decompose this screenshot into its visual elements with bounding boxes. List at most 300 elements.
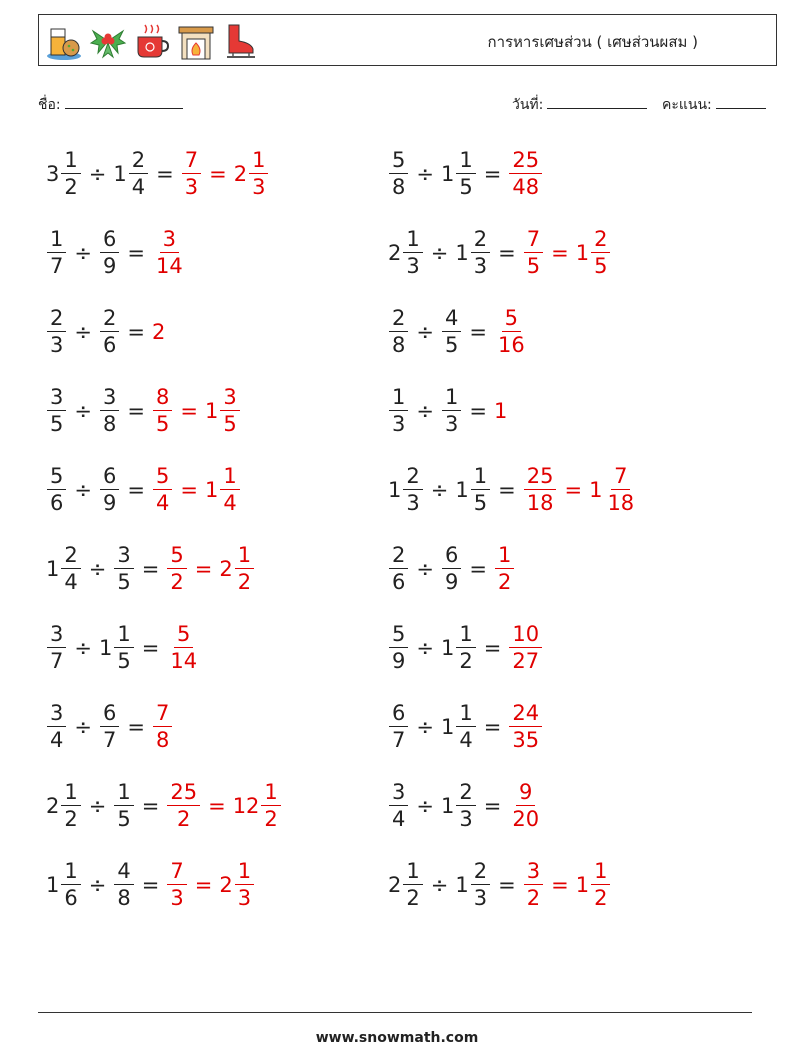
answer-equals-sign: = <box>194 873 213 897</box>
fraction <box>47 624 66 672</box>
fraction <box>495 308 528 356</box>
denominator: 3 <box>392 412 406 436</box>
numerator: 1 <box>389 387 408 411</box>
whole-number: 1 <box>440 162 455 186</box>
denominator: 3 <box>406 254 420 278</box>
answer <box>494 399 508 423</box>
whole-number: 1 <box>589 478 603 502</box>
answer-mixed-number <box>205 387 241 435</box>
denominator: 5 <box>473 491 488 515</box>
numerator: 2 <box>61 545 80 569</box>
numerator: 1 <box>442 387 461 411</box>
equals-sign: = <box>483 636 502 660</box>
denominator: 2 <box>497 570 512 594</box>
fraction <box>61 150 80 198</box>
whole-number: 1 <box>455 873 469 897</box>
numerator: 5 <box>153 466 172 490</box>
problem-14 <box>388 618 543 678</box>
divisor <box>99 387 120 435</box>
divisor <box>441 387 462 435</box>
fraction <box>389 703 408 751</box>
denominator: 6 <box>392 570 406 594</box>
whole-number: 1 <box>113 162 127 186</box>
fraction <box>235 545 254 593</box>
divide-sign: ÷ <box>88 794 107 818</box>
dividend <box>46 150 82 198</box>
problem-9 <box>46 460 241 520</box>
whole-number: 2 <box>388 873 402 897</box>
fraction <box>220 387 239 435</box>
equals-sign: = <box>156 162 174 186</box>
fraction <box>167 545 186 593</box>
answer-fraction <box>166 782 201 830</box>
denominator: 8 <box>102 412 117 436</box>
whole-number: 1 <box>575 241 590 265</box>
divisor <box>99 466 120 514</box>
dividend <box>388 624 409 672</box>
numerator: 1 <box>456 624 475 648</box>
divide-sign: ÷ <box>88 162 107 186</box>
fraction <box>524 861 543 909</box>
answer-fraction <box>508 150 543 198</box>
date-label: วันที่: <box>512 97 544 113</box>
numerator: 2 <box>389 308 408 332</box>
answer <box>523 861 612 909</box>
fraction <box>471 229 490 277</box>
dividend <box>388 387 409 435</box>
denominator: 5 <box>155 412 170 436</box>
numerator: 4 <box>442 308 461 332</box>
denominator: 2 <box>170 570 184 594</box>
dividend <box>46 624 67 672</box>
denominator: 3 <box>444 412 459 436</box>
denominator: 5 <box>117 649 131 673</box>
divisor <box>99 308 120 356</box>
dividend <box>46 861 82 909</box>
divisor <box>113 545 134 593</box>
fraction <box>389 624 408 672</box>
numerator: 7 <box>167 861 186 885</box>
dividend <box>46 229 67 277</box>
answer <box>152 703 173 751</box>
answer-equals-sign: = <box>180 399 198 423</box>
numerator: 5 <box>502 308 521 332</box>
denominator: 2 <box>526 886 541 910</box>
numerator: 6 <box>442 545 461 569</box>
fraction <box>47 229 66 277</box>
divisor <box>441 782 477 830</box>
fraction <box>524 466 557 514</box>
dividend <box>388 308 409 356</box>
equals-sign: = <box>141 873 160 897</box>
divisor <box>99 624 135 672</box>
numerator: 2 <box>389 545 408 569</box>
problem-11 <box>46 539 255 599</box>
denominator: 9 <box>102 254 117 278</box>
denominator: 9 <box>444 570 459 594</box>
whole-number: 1 <box>440 794 455 818</box>
numerator: 6 <box>100 229 119 253</box>
dividend <box>46 308 67 356</box>
problem-19 <box>46 855 255 915</box>
answer-equals-sign: = <box>564 478 583 502</box>
divisor <box>99 703 120 751</box>
numerator: 2 <box>471 861 490 885</box>
fraction <box>182 150 201 198</box>
denominator: 6 <box>102 333 117 357</box>
fraction <box>129 150 148 198</box>
denominator: 5 <box>444 333 459 357</box>
score-label: คะแนน: <box>662 97 712 113</box>
fraction <box>47 387 66 435</box>
whole-number: 1 <box>46 873 60 897</box>
whole-number: 2 <box>151 320 166 344</box>
problem-8 <box>388 381 508 441</box>
answer <box>166 861 255 909</box>
fraction <box>100 466 119 514</box>
fraction <box>114 624 133 672</box>
divide-sign: ÷ <box>430 241 449 265</box>
problem-7 <box>46 381 241 441</box>
answer <box>523 466 638 514</box>
whole-number: 1 <box>440 636 455 660</box>
numerator: 1 <box>249 150 268 174</box>
divide-sign: ÷ <box>74 320 92 344</box>
numerator: 1 <box>471 466 490 490</box>
denominator: 27 <box>512 649 540 673</box>
whole-number: 1 <box>46 557 60 581</box>
whole-number: 1 <box>204 399 219 423</box>
numerator: 2 <box>591 229 610 253</box>
denominator: 3 <box>406 491 420 515</box>
problem-3 <box>46 223 187 283</box>
fraction <box>167 624 200 672</box>
problem-1 <box>46 144 269 204</box>
whole-number: 2 <box>46 794 60 818</box>
answer <box>152 387 241 435</box>
answer-fraction <box>494 308 529 356</box>
numerator: 1 <box>61 782 80 806</box>
footer-divider <box>38 1012 752 1013</box>
fraction <box>114 861 133 909</box>
numerator: 1 <box>495 545 514 569</box>
answer <box>152 466 241 514</box>
denominator: 9 <box>102 491 117 515</box>
denominator: 3 <box>473 254 488 278</box>
divide-sign: ÷ <box>74 715 92 739</box>
denominator: 2 <box>406 886 420 910</box>
denominator: 5 <box>50 412 64 436</box>
numerator: 8 <box>153 387 172 411</box>
answer-mixed-number <box>589 466 638 514</box>
answer-equals-sign: = <box>209 162 227 186</box>
answer-equals-sign: = <box>208 794 226 818</box>
denominator: 4 <box>50 728 64 752</box>
equals-sign: = <box>127 320 145 344</box>
answer-fraction <box>508 703 543 751</box>
numerator: 3 <box>114 545 133 569</box>
fraction <box>235 861 254 909</box>
divisor <box>441 624 477 672</box>
equals-sign: = <box>127 399 145 423</box>
denominator: 3 <box>473 886 488 910</box>
fraction <box>61 782 80 830</box>
divisor <box>441 150 477 198</box>
numerator: 1 <box>47 229 66 253</box>
answer-fraction <box>166 624 201 672</box>
numerator: 1 <box>403 861 422 885</box>
denominator: 7 <box>392 728 406 752</box>
fraction <box>471 861 490 909</box>
answer-fraction <box>152 320 166 344</box>
problem-16 <box>388 697 543 757</box>
fraction <box>167 782 200 830</box>
fraction <box>456 782 475 830</box>
fraction <box>100 387 119 435</box>
fraction <box>167 861 186 909</box>
numerator: 1 <box>61 150 80 174</box>
denominator: 4 <box>64 570 78 594</box>
fraction <box>389 308 408 356</box>
answer-mixed-number <box>219 861 255 909</box>
denominator: 16 <box>497 333 525 357</box>
numerator: 7 <box>182 150 201 174</box>
fraction <box>114 782 133 830</box>
denominator: 4 <box>392 807 406 831</box>
footer-url: www.snowmath.com <box>315 1030 479 1046</box>
denominator: 14 <box>155 254 183 278</box>
equals-sign: = <box>469 399 487 423</box>
fraction <box>403 229 422 277</box>
denominator: 3 <box>50 333 64 357</box>
divide-sign: ÷ <box>74 241 92 265</box>
answer-fraction <box>523 861 544 909</box>
whole-number: 1 <box>98 636 113 660</box>
fraction <box>591 229 610 277</box>
whole-number: 3 <box>46 162 60 186</box>
numerator: 5 <box>167 545 186 569</box>
fraction <box>509 150 542 198</box>
numerator: 5 <box>389 624 408 648</box>
numerator: 3 <box>160 229 179 253</box>
denominator: 6 <box>64 886 78 910</box>
fraction <box>153 703 172 751</box>
denominator: 2 <box>64 175 78 199</box>
fraction <box>389 387 408 435</box>
equals-sign: = <box>483 162 502 186</box>
fraction <box>524 229 543 277</box>
problem-15 <box>46 697 173 757</box>
denominator: 5 <box>459 175 473 199</box>
denominator: 2 <box>64 807 78 831</box>
answer <box>166 782 281 830</box>
numerator: 3 <box>47 624 66 648</box>
denominator: 5 <box>223 412 237 436</box>
problem-4 <box>388 223 611 283</box>
divisor <box>441 545 462 593</box>
denominator: 4 <box>223 491 237 515</box>
fraction <box>442 387 461 435</box>
numerator: 3 <box>524 861 543 885</box>
answer-fraction <box>152 387 173 435</box>
fraction <box>389 545 408 593</box>
fraction <box>403 861 422 909</box>
answer-fraction <box>181 150 202 198</box>
divide-sign: ÷ <box>416 162 434 186</box>
answer <box>508 150 543 198</box>
denominator: 4 <box>131 175 146 199</box>
answer <box>494 308 529 356</box>
divisor <box>455 229 491 277</box>
denominator: 5 <box>117 807 131 831</box>
numerator: 2 <box>100 308 119 332</box>
denominator: 9 <box>392 649 406 673</box>
problem-13 <box>46 618 201 678</box>
fraction <box>495 545 514 593</box>
equals-sign: = <box>141 636 160 660</box>
fraction <box>100 229 119 277</box>
equals-sign: = <box>127 715 145 739</box>
numerator: 1 <box>456 703 475 727</box>
answer <box>508 782 543 830</box>
numerator: 1 <box>403 229 422 253</box>
divide-sign: ÷ <box>430 478 449 502</box>
divide-sign: ÷ <box>416 715 434 739</box>
fraction <box>442 308 461 356</box>
numerator: 1 <box>235 861 254 885</box>
numerator: 5 <box>47 466 66 490</box>
answer-equals-sign: = <box>180 478 198 502</box>
fraction <box>509 782 542 830</box>
problem-2 <box>388 144 543 204</box>
answer-fraction <box>494 399 508 423</box>
divide-sign: ÷ <box>416 794 434 818</box>
numerator: 24 <box>509 703 542 727</box>
problem-6 <box>388 302 529 362</box>
whole-number: 1 <box>455 478 469 502</box>
answer <box>523 229 612 277</box>
fraction <box>61 545 80 593</box>
denominator: 35 <box>512 728 540 752</box>
numerator: 2 <box>456 782 475 806</box>
numerator: 6 <box>100 703 119 727</box>
problem-10 <box>388 460 638 520</box>
fraction <box>509 703 542 751</box>
fraction <box>100 703 119 751</box>
fraction <box>456 703 475 751</box>
divisor <box>441 703 477 751</box>
fraction <box>114 545 133 593</box>
denominator: 2 <box>459 649 473 673</box>
dividend <box>388 466 424 514</box>
numerator: 1 <box>235 545 254 569</box>
fraction <box>403 466 422 514</box>
equals-sign: = <box>498 873 516 897</box>
whole-number: 1 <box>204 478 219 502</box>
divide-sign: ÷ <box>74 399 92 423</box>
whole-number: 12 <box>232 794 260 818</box>
numerator: 1 <box>220 466 239 490</box>
divide-sign: ÷ <box>416 320 434 344</box>
fraction <box>442 545 461 593</box>
fraction <box>261 782 280 830</box>
numerator: 7 <box>153 703 172 727</box>
numerator: 10 <box>509 624 542 648</box>
denominator: 7 <box>50 254 64 278</box>
denominator: 20 <box>512 807 540 831</box>
divide-sign: ÷ <box>74 478 92 502</box>
numerator: 3 <box>389 782 408 806</box>
fraction <box>47 308 66 356</box>
equals-sign: = <box>498 478 516 502</box>
answer <box>494 545 515 593</box>
answer-fraction <box>523 229 544 277</box>
answer-mixed-number <box>233 782 282 830</box>
denominator: 5 <box>117 570 131 594</box>
numerator: 1 <box>261 782 280 806</box>
numerator: 3 <box>100 387 119 411</box>
whole-number: 2 <box>233 162 248 186</box>
numerator: 2 <box>47 308 66 332</box>
problem-12 <box>388 539 515 599</box>
numerator: 1 <box>114 782 133 806</box>
denominator: 18 <box>526 491 554 515</box>
equals-sign: = <box>141 794 160 818</box>
denominator: 6 <box>50 491 64 515</box>
whole-number: 1 <box>493 399 508 423</box>
dividend <box>46 782 82 830</box>
denominator: 18 <box>607 491 635 515</box>
denominator: 4 <box>459 728 473 752</box>
denominator: 2 <box>237 570 252 594</box>
answer-fraction <box>152 466 173 514</box>
dividend <box>388 150 409 198</box>
denominator: 3 <box>170 886 184 910</box>
equals-sign: = <box>141 557 160 581</box>
answer-mixed-number <box>576 861 612 909</box>
denominator: 3 <box>184 175 199 199</box>
numerator: 1 <box>114 624 133 648</box>
dividend <box>388 229 424 277</box>
equals-sign: = <box>469 557 487 581</box>
divide-sign: ÷ <box>88 873 107 897</box>
answer-fraction <box>523 466 558 514</box>
answer <box>152 320 166 344</box>
denominator: 2 <box>177 807 191 831</box>
dividend <box>46 703 67 751</box>
answer-fraction <box>152 229 187 277</box>
numerator: 3 <box>47 387 66 411</box>
answer <box>166 545 255 593</box>
dividend <box>388 703 409 751</box>
denominator: 7 <box>102 728 117 752</box>
fraction <box>100 308 119 356</box>
numerator: 3 <box>220 387 239 411</box>
answer <box>508 624 543 672</box>
answer-mixed-number <box>219 545 255 593</box>
denominator: 2 <box>264 807 278 831</box>
denominator: 3 <box>252 175 266 199</box>
divide-sign: ÷ <box>430 873 449 897</box>
divide-sign: ÷ <box>416 557 434 581</box>
denominator: 8 <box>117 886 131 910</box>
denominator: 2 <box>594 886 608 910</box>
numerator: 7 <box>611 466 630 490</box>
whole-number: 1 <box>388 478 402 502</box>
divisor <box>455 466 491 514</box>
denominator: 3 <box>237 886 252 910</box>
divisor <box>441 308 462 356</box>
